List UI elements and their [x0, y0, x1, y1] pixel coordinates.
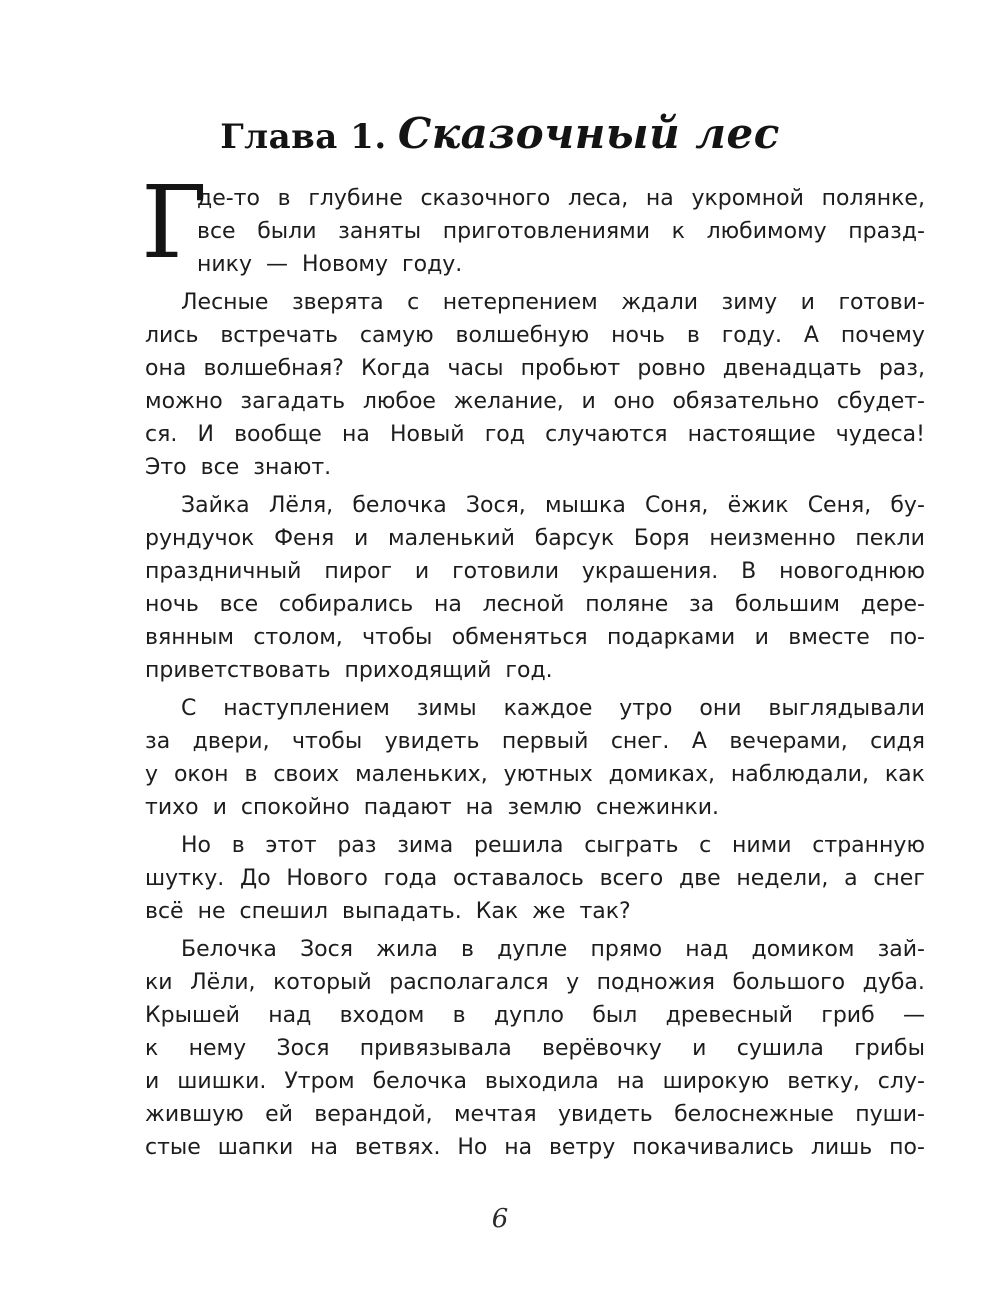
paragraph-1: [141, 164, 925, 281]
text-line: жившую ей верандой, мечтая увидеть белоснежные пуши-: [145, 1102, 925, 1127]
text-line: и шишки. Утром белочка выходила на широкую ветку, слу-: [145, 1069, 925, 1094]
paragraph-3: [145, 489, 925, 687]
paragraph-4: [145, 692, 925, 824]
chapter-name: Сказочный лес: [397, 109, 780, 159]
text-line: все были заняты приготовлениями к любимому празд-: [197, 219, 925, 244]
text-line: рундучок Феня и маленький барсук Боря неизменно пекли: [145, 526, 925, 551]
text-line: вянным столом, чтобы обменяться подарками и вместе по-: [145, 625, 925, 650]
text-line: Это все знают.: [145, 455, 332, 480]
text-line: лись встречать самую волшебную ночь в году. А почему: [145, 323, 925, 348]
text-line: всё не спешил выпадать. Как же так?: [145, 899, 631, 924]
text-line: за двери, чтобы увидеть первый снег. А вечерами, сидя: [145, 729, 925, 754]
paragraph-6: [145, 933, 925, 1164]
text-line: у окон в своих маленьких, уютных домиках, наблюдали, как: [145, 762, 925, 787]
chapter-label: Глава 1.: [220, 117, 387, 158]
text-line: С наступлением зимы каждое утро они выглядывали: [181, 696, 925, 721]
page-number: 6: [491, 1204, 509, 1234]
text-line: ки Лёли, который располагался у подножия большого дуба.: [145, 970, 925, 995]
text-line: можно загадать любое желание, и оно обязательно сбудет-: [145, 389, 925, 414]
chapter-title: [0, 109, 1000, 158]
body-text: [141, 164, 925, 1164]
text-line: праздничный пирог и готовили украшения. В новогоднюю: [145, 559, 925, 584]
text-line: Белочка Зося жила в дупле прямо над домиком зай-: [181, 937, 925, 962]
text-line: к нему Зося привязывала верёвочку и сушила грибы: [145, 1036, 925, 1061]
text-line: тихо и спокойно падают на землю снежинки.: [145, 795, 720, 820]
text-line: ночь все собирались на лесной поляне за большим дере-: [145, 592, 925, 617]
text-line: она волшебная? Когда часы пробьют ровно двенадцать раз,: [145, 356, 925, 381]
text-line: Крышей над входом в дупло был древесный гриб —: [145, 1003, 925, 1028]
text-line: нику — Новому году.: [197, 252, 463, 277]
text-line: Но в этот раз зима решила сыграть с ними странную: [181, 833, 925, 858]
text-line: де-то в глубине сказочного леса, на укромной полянке,: [197, 186, 925, 211]
text-line: приветствовать приходящий год.: [145, 658, 553, 683]
text-line: шутку. До Нового года оставалось всего две недели, а снег: [145, 866, 925, 891]
text-line: стые шапки на ветвях. Но на ветру покачивались лишь по-: [145, 1135, 925, 1160]
text-line: Зайка Лёля, белочка Зося, мышка Соня, ёжик Сеня, бу-: [181, 493, 925, 518]
paragraph-5: [145, 829, 925, 928]
text-line: Лесные зверята с нетерпением ждали зиму и готови-: [181, 290, 925, 315]
drop-cap: Г: [141, 164, 208, 281]
text-line: ся. И вообще на Новый год случаются настоящие чудеса!: [145, 422, 925, 447]
paragraph-2: [145, 286, 925, 484]
